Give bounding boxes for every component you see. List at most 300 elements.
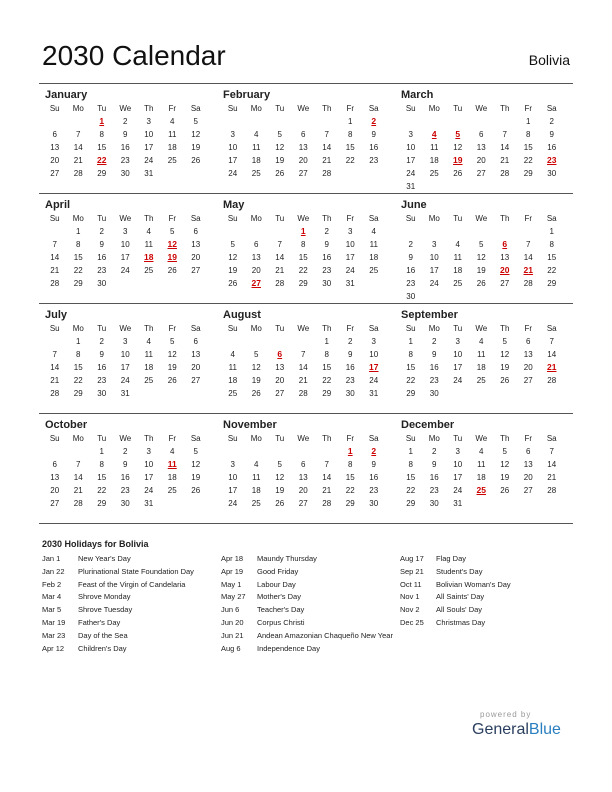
holiday-item [42,591,228,604]
month-may [217,194,395,303]
day-cell: 10 [345,240,355,249]
day-cell: 13 [191,350,201,359]
day-cell: 15 [345,143,355,152]
weekday-label: Tu [97,434,107,443]
weekday-label: Th [500,214,510,223]
weekday-label: We [119,104,132,113]
holiday-column [42,553,228,655]
day-cell: 28 [547,486,557,495]
day-cell: 11 [144,350,153,359]
month-name: December [401,419,455,431]
day-cell: 7 [324,460,329,469]
day-cell: 2 [123,117,128,126]
weekday-label: Su [49,214,60,223]
day-cell: 9 [123,460,128,469]
day-cell: 21 [322,486,332,495]
day-cell: 3 [123,227,128,236]
day-cell: 24 [120,266,130,275]
holiday-day: 19 [167,252,177,262]
day-cell: 27 [523,376,533,385]
empty-cell [315,445,339,458]
holiday-item [400,566,586,579]
day-cell: 10 [453,350,463,359]
day-cell: 30 [429,389,439,398]
weekday-label: Mo [250,434,262,443]
day-cell: 16 [345,363,355,372]
holiday-date: Apr 18 [221,554,244,563]
empty-cell [43,115,67,128]
empty-cell [221,115,245,128]
day-cell: 9 [99,240,104,249]
day-cell: 27 [50,169,60,178]
country-label: Bolivia [528,52,570,68]
holiday-name: Shrove Monday [78,592,131,602]
day-cell: 19 [275,156,285,165]
holiday-item [400,604,586,617]
day-cell: 24 [120,376,130,385]
day-cell: 19 [500,473,510,482]
brand-general: General [472,721,529,738]
weekday-label: Su [405,104,416,113]
day-cell: 24 [144,156,154,165]
month-july [39,304,217,413]
day-cell: 15 [97,473,107,482]
weekday-label: Su [49,434,60,443]
day-cell: 27 [191,376,201,385]
day-cell: 10 [144,460,154,469]
empty-cell [245,335,269,348]
brand-blue: Blue [528,721,561,738]
day-cell: 29 [523,169,533,178]
holiday-date: Mar 23 [42,630,66,640]
day-cell: 13 [275,363,285,372]
month-days-grid [399,102,573,193]
day-cell: 26 [167,266,177,275]
weekday-label: Sa [368,434,379,443]
holiday-name: All Souls' Day [436,605,483,615]
day-cell: 30 [547,169,557,178]
weekday-label: Fr [168,324,177,333]
day-cell: 31 [406,182,416,191]
day-cell: 2 [348,337,353,346]
empty-cell [245,225,269,238]
day-cell: 9 [408,253,413,262]
day-cell: 28 [322,499,332,508]
holiday-name: Christmas Day [436,617,486,627]
day-cell: 3 [146,447,151,456]
day-cell: 14 [275,253,285,262]
weekday-label: Fr [346,104,355,113]
month-november [217,414,395,523]
day-cell: 3 [371,337,376,346]
day-cell: 11 [252,473,261,482]
empty-cell [423,225,447,238]
day-cell: 8 [549,240,554,249]
day-cell: 13 [251,253,261,262]
day-cell: 29 [97,499,107,508]
day-cell: 16 [120,473,130,482]
weekday-label: Tu [97,324,107,333]
empty-cell [292,335,316,348]
day-cell: 12 [500,350,510,359]
empty-cell [315,115,339,128]
weekday-label: Su [49,324,60,333]
holiday-name: Bolivian Woman's Day [436,579,511,589]
holiday-item [42,579,228,592]
holiday-day: 25 [476,485,486,495]
holiday-date: Mar 5 [42,605,62,615]
day-cell: 6 [479,130,484,139]
weekday-label: Su [405,434,416,443]
day-cell: 29 [322,389,332,398]
day-cell: 21 [298,376,308,385]
month-days-grid [221,212,395,290]
weekday-label: Th [322,434,332,443]
day-cell: 31 [369,389,379,398]
weekday-label: Tu [453,104,463,113]
weekday-label: Th [322,104,332,113]
day-cell: 20 [50,486,60,495]
day-cell: 18 [453,266,463,275]
weekday-label: We [119,214,132,223]
day-cell: 26 [500,486,510,495]
day-cell: 26 [275,499,285,508]
holiday-day: 5 [455,129,461,139]
day-cell: 26 [191,486,201,495]
day-cell: 4 [146,337,151,346]
month-february [217,84,395,193]
day-cell: 23 [97,266,107,275]
weekday-label: We [297,324,310,333]
day-cell: 29 [298,279,308,288]
empty-cell [423,115,447,128]
day-cell: 26 [453,169,463,178]
holiday-date: Mar 19 [42,617,66,627]
day-cell: 5 [277,460,282,469]
day-cell: 16 [97,363,107,372]
day-cell: 3 [230,130,235,139]
month-december [395,414,573,523]
weekday-label: We [119,434,132,443]
day-cell: 24 [369,376,379,385]
holiday-name: New Year's Day [78,554,131,563]
day-cell: 3 [146,117,151,126]
weekday-label: Mo [428,434,440,443]
holiday-item [42,553,228,566]
holiday-day: 6 [502,239,508,249]
day-cell: 17 [453,473,463,482]
holiday-name: Andean Amazonian Chaqueño New Year [257,630,393,640]
day-cell: 1 [408,447,413,456]
holiday-item [42,630,228,643]
weekday-label: Tu [453,434,463,443]
day-cell: 14 [50,363,60,372]
day-cell: 6 [254,240,259,249]
weekday-label: Mo [250,214,262,223]
day-cell: 14 [298,363,308,372]
holiday-name: Corpus Christi [257,617,305,627]
day-cell: 4 [254,460,259,469]
day-cell: 5 [479,240,484,249]
day-cell: 23 [369,156,379,165]
day-cell: 17 [120,253,130,262]
month-march [395,84,573,193]
day-cell: 24 [406,169,416,178]
day-cell: 7 [76,130,81,139]
weekday-label: Fr [346,324,355,333]
day-cell: 11 [477,460,486,469]
day-cell: 17 [453,363,463,372]
day-cell: 4 [170,117,175,126]
holiday-day: 20 [500,265,510,275]
weekday-label: Su [405,214,416,223]
day-cell: 4 [479,337,484,346]
weekday-label: Tu [275,104,285,113]
month-name: July [45,309,68,321]
day-cell: 15 [298,253,308,262]
day-cell: 21 [50,266,60,275]
day-cell: 14 [50,253,60,262]
day-cell: 31 [144,169,154,178]
day-cell: 24 [144,486,154,495]
day-cell: 25 [429,169,439,178]
weekday-label: Fr [524,324,533,333]
day-cell: 6 [193,227,198,236]
day-cell: 16 [429,363,439,372]
month-name: November [223,419,277,431]
day-cell: 11 [369,240,378,249]
month-days-grid [221,102,395,180]
month-june [395,194,573,303]
day-cell: 23 [429,486,439,495]
holiday-name: Children's Day [78,643,127,653]
month-name: June [401,199,427,211]
day-cell: 30 [322,279,332,288]
day-cell: 31 [453,499,463,508]
holiday-date: Jun 20 [221,617,244,627]
day-cell: 14 [523,253,533,262]
day-cell: 11 [228,363,237,372]
day-cell: 4 [170,447,175,456]
weekday-label: We [119,324,132,333]
day-cell: 5 [193,447,198,456]
day-cell: 12 [453,143,463,152]
holiday-item [221,630,407,643]
weekday-label: Mo [250,324,262,333]
day-cell: 16 [120,143,130,152]
holiday-day: 2 [371,116,377,126]
day-cell: 8 [76,350,81,359]
day-cell: 29 [406,389,416,398]
day-cell: 26 [191,156,201,165]
day-cell: 16 [369,473,379,482]
day-cell: 29 [73,279,83,288]
day-cell: 13 [298,143,308,152]
day-cell: 23 [429,376,439,385]
day-cell: 22 [406,486,416,495]
day-cell: 6 [526,447,531,456]
day-cell: 1 [99,447,104,456]
day-cell: 7 [301,350,306,359]
day-cell: 16 [429,473,439,482]
holiday-date: Jan 1 [42,554,61,563]
day-cell: 1 [549,227,554,236]
holiday-day: 21 [547,362,557,372]
day-cell: 2 [123,447,128,456]
day-cell: 28 [500,169,510,178]
day-cell: 5 [502,337,507,346]
month-august [217,304,395,413]
day-cell: 9 [432,350,437,359]
month-days-grid [43,102,217,180]
holiday-column [221,553,407,655]
day-cell: 13 [298,473,308,482]
holiday-item [42,643,228,656]
holiday-date: Jan 22 [42,566,65,576]
holiday-date: Jun 6 [221,605,240,615]
day-cell: 3 [123,337,128,346]
day-cell: 19 [191,143,201,152]
day-cell: 10 [228,143,238,152]
holiday-date: Apr 12 [42,643,65,653]
day-cell: 22 [547,266,557,275]
day-cell: 30 [369,499,379,508]
day-cell: 8 [348,460,353,469]
holiday-day: 4 [431,129,437,139]
weekday-label: We [297,434,310,443]
weekday-label: Mo [428,214,440,223]
day-cell: 18 [251,486,261,495]
day-cell: 18 [429,156,439,165]
weekday-label: Th [322,214,332,223]
day-cell: 23 [406,279,416,288]
day-cell: 19 [167,363,177,372]
day-cell: 4 [371,227,376,236]
weekday-label: Tu [275,214,285,223]
day-cell: 20 [476,156,486,165]
holiday-item [221,553,407,566]
day-cell: 11 [453,253,462,262]
day-cell: 16 [406,266,416,275]
day-cell: 29 [345,499,355,508]
day-cell: 21 [547,473,557,482]
holiday-item [400,553,586,566]
holiday-day: 19 [453,155,463,165]
day-cell: 25 [476,376,486,385]
empty-cell [268,445,292,458]
day-cell: 9 [324,240,329,249]
holiday-item [400,617,586,630]
weekday-label: Fr [346,214,355,223]
weekday-label: Su [227,324,238,333]
holiday-date: Aug 17 [400,554,424,563]
day-cell: 10 [120,240,130,249]
day-cell: 27 [500,279,510,288]
day-cell: 6 [301,460,306,469]
day-cell: 26 [228,279,238,288]
empty-cell [292,115,316,128]
day-cell: 31 [120,389,130,398]
weekday-label: Mo [428,324,440,333]
weekday-label: Su [49,104,60,113]
day-cell: 21 [322,156,332,165]
month-days-grid [221,322,395,400]
weekday-label: Th [500,324,510,333]
empty-cell [245,115,269,128]
day-cell: 15 [97,143,107,152]
day-cell: 7 [526,240,531,249]
holiday-day: 23 [547,155,557,165]
month-days-grid [43,212,217,290]
day-cell: 27 [191,266,201,275]
holiday-item [221,591,407,604]
day-cell: 27 [298,499,308,508]
day-cell: 28 [547,376,557,385]
month-september [395,304,573,413]
day-cell: 22 [298,266,308,275]
holiday-day: 1 [347,446,353,456]
day-cell: 4 [230,350,235,359]
day-cell: 30 [429,499,439,508]
day-cell: 6 [301,130,306,139]
day-cell: 31 [144,499,154,508]
weekday-label: We [475,104,488,113]
month-name: September [401,309,458,321]
day-cell: 12 [228,253,238,262]
empty-cell [221,225,245,238]
weekday-label: Sa [546,214,557,223]
day-cell: 14 [322,143,332,152]
holiday-item [400,591,586,604]
day-cell: 30 [120,499,130,508]
day-cell: 13 [500,253,510,262]
day-cell: 1 [76,227,81,236]
day-cell: 15 [322,363,332,372]
day-cell: 3 [230,460,235,469]
month-april [39,194,217,303]
day-cell: 27 [476,169,486,178]
day-cell: 20 [191,253,201,262]
day-cell: 7 [277,240,282,249]
empty-cell [493,115,517,128]
day-cell: 26 [275,169,285,178]
empty-cell [268,225,292,238]
weekday-label: Sa [190,324,201,333]
day-cell: 19 [251,376,261,385]
day-cell: 19 [476,266,486,275]
day-cell: 9 [432,460,437,469]
empty-cell [221,335,245,348]
holiday-day: 1 [99,116,105,126]
day-cell: 2 [432,337,437,346]
weekday-label: Tu [453,324,463,333]
day-cell: 13 [523,460,533,469]
holiday-date: Aug 6 [221,643,241,653]
weekday-label: Mo [72,434,84,443]
weekday-label: Tu [453,214,463,223]
day-cell: 26 [251,389,261,398]
holiday-name: Independence Day [257,643,320,653]
day-cell: 19 [228,266,238,275]
day-cell: 28 [73,169,83,178]
holiday-day: 6 [277,349,283,359]
day-cell: 10 [228,473,238,482]
day-cell: 15 [406,473,416,482]
month-name: April [45,199,71,211]
day-cell: 13 [50,143,60,152]
holiday-name: Shrove Tuesday [78,605,133,615]
holiday-day: 11 [167,459,177,469]
